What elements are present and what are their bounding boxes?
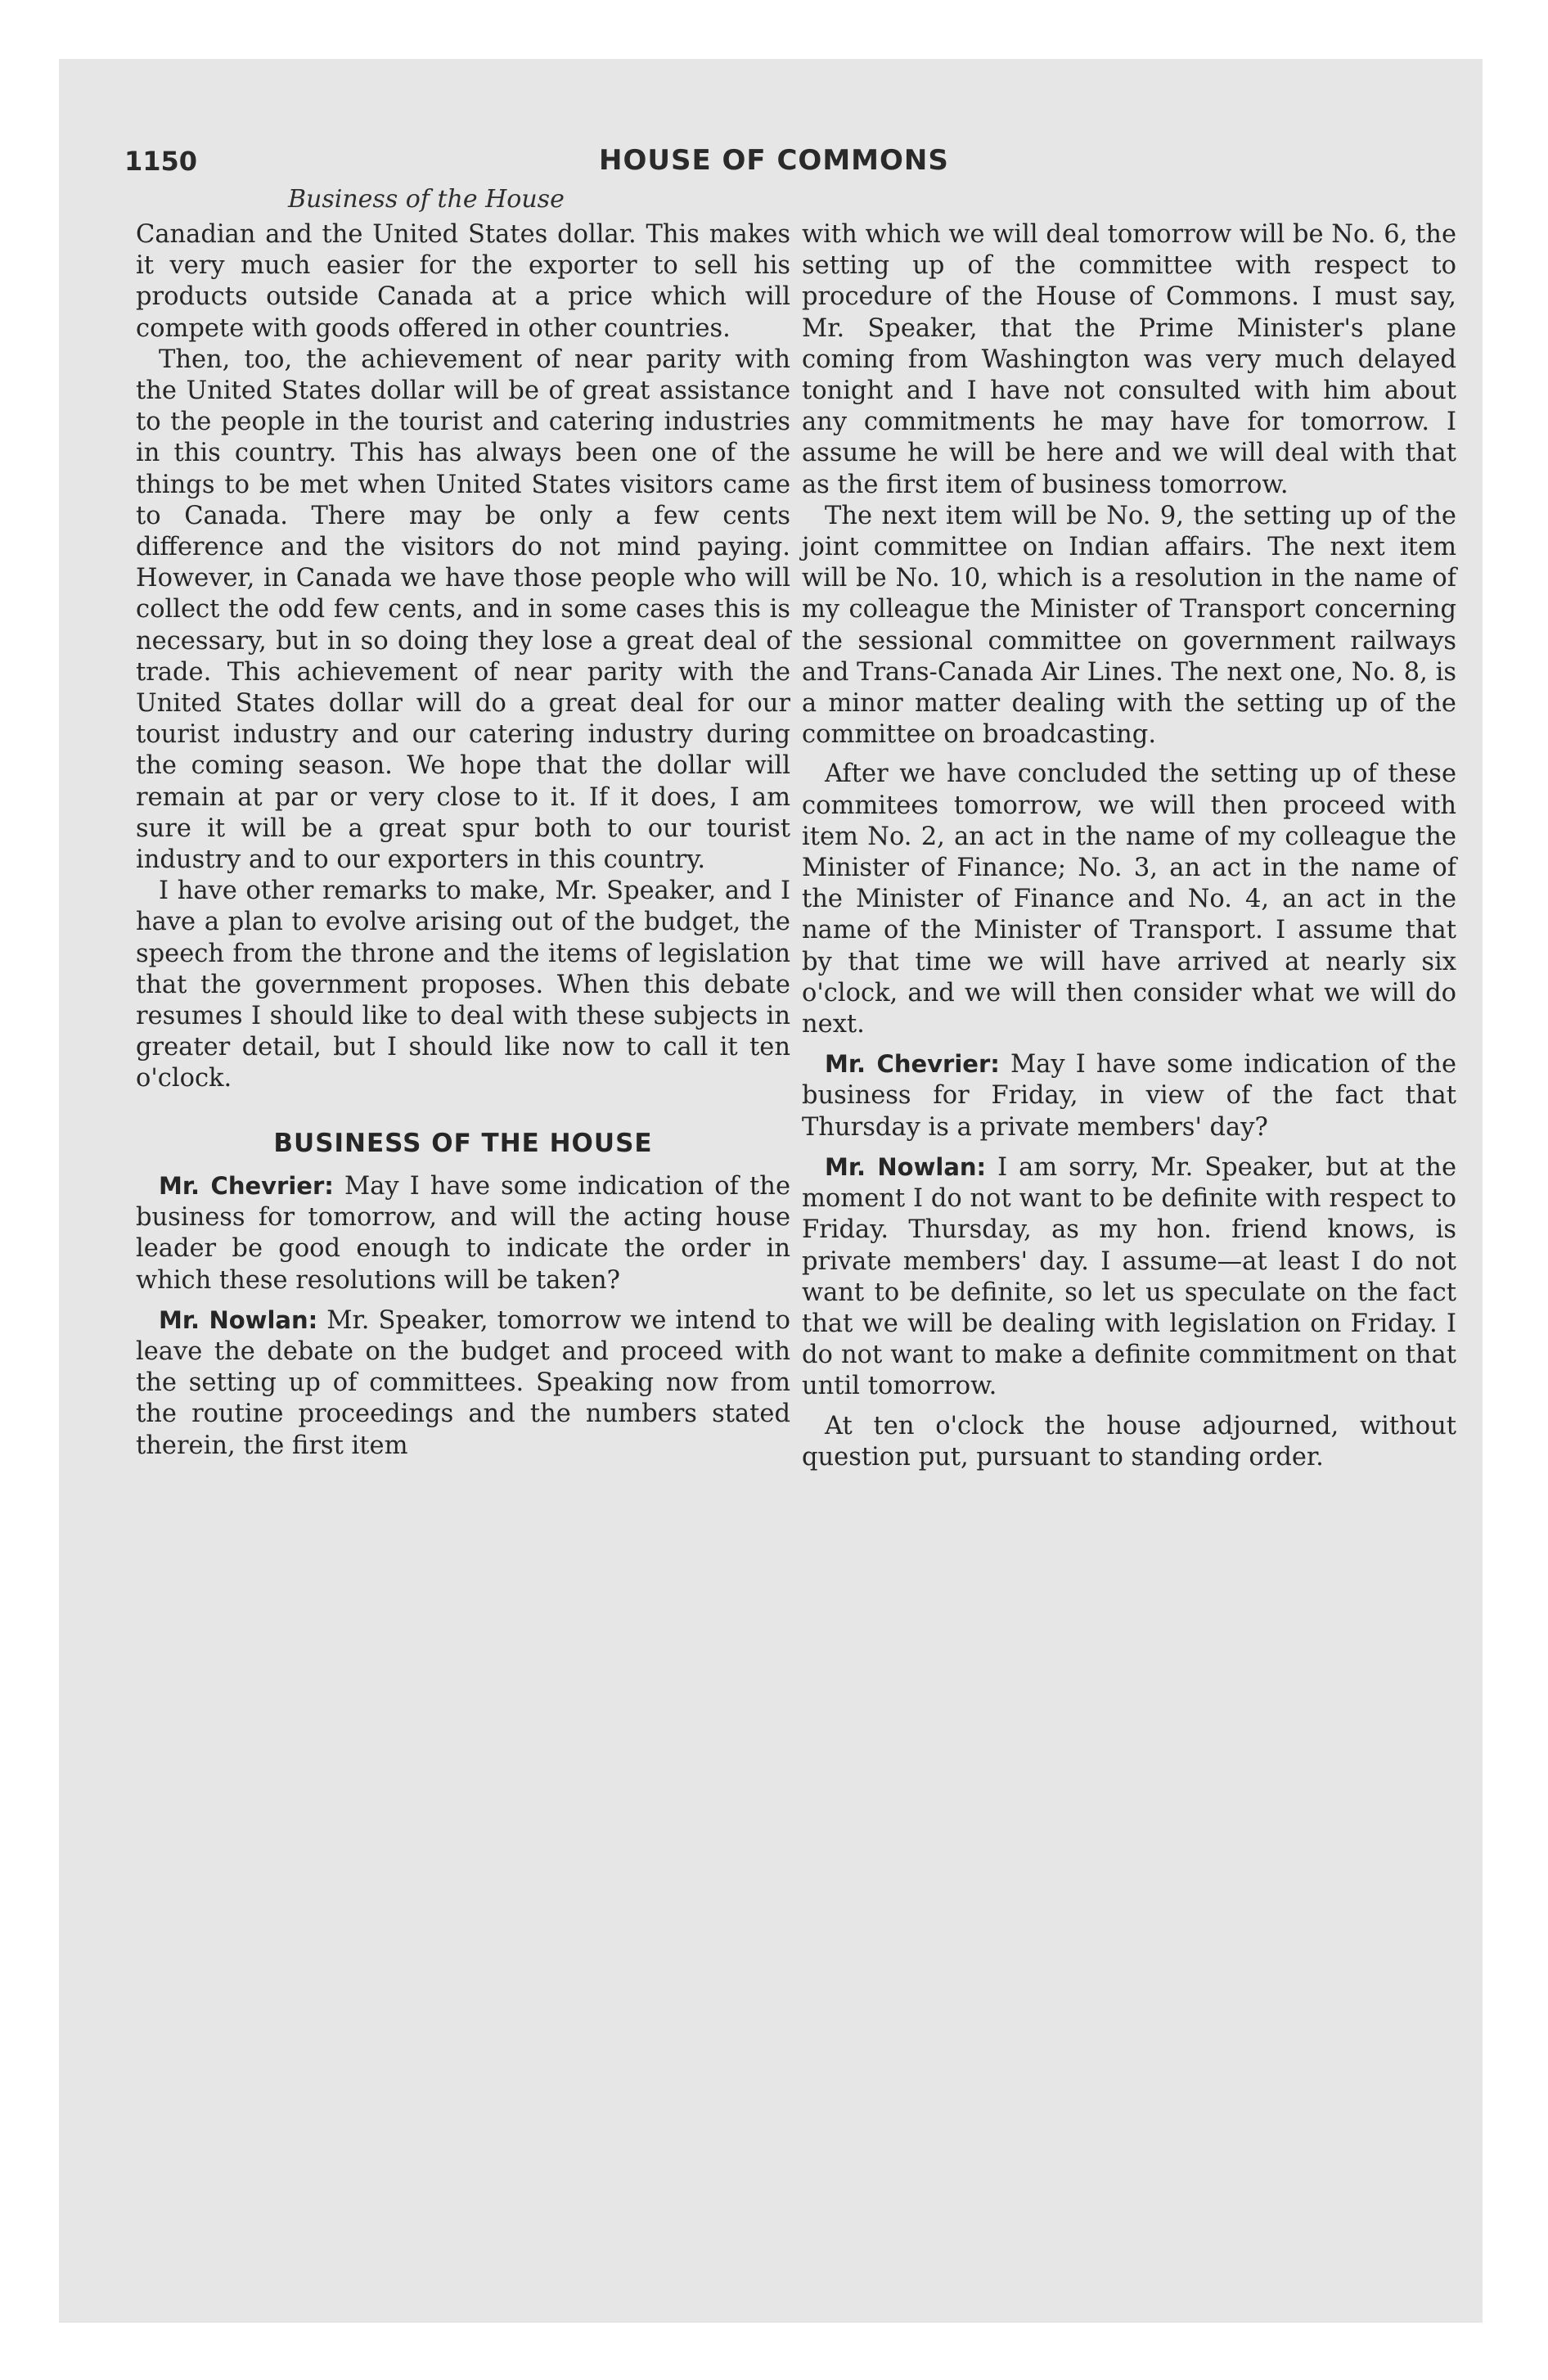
paragraph: Canadian and the United States dollar. This makes it very much easier for the exporter to sell his products outside Canada at a price which will compete with goods offered in other countries. [136,220,790,343]
speech-text: May I have some indication of the business for Friday, in view of the fact that Thursday is a private members' day? [802,1050,1456,1142]
speech-paragraph [802,1048,1456,1143]
speech-paragraph [136,1170,790,1296]
speech-paragraph [136,1305,790,1462]
speaker-name: Mr. Nowlan: [159,1305,318,1334]
speech-text: Mr. Speaker, tomorrow we intend to leave the debate on the budget and proceed with the setting up of committees. Speaking now from the routine proceedings and the numbers stated therein, the first item [136,1305,790,1460]
running-head: HOUSE OF COMMONS [599,144,949,177]
left-column [136,219,790,1462]
paragraph: Then, too, the achievement of near parity with the United States dollar will be of great assistance to the people in the tourist and catering industries in this country. This has always been one of the things to be met when United States visitors came to Canada. There may be only a few cents difference and the visitors do not mind paying. However, in Canada we have those people who will collect the odd few cents, and in some cases this is necessary, but in so doing they lose a great deal of trade. This achievement of near parity with the United States dollar will do a great deal for our tourist industry and our catering industry during the coming season. We hope that the dollar will remain at par or very close to it. If it does, I am sure it will be a great spur both to our tourist industry and to our exporters in this country. [136,345,790,875]
paragraph: After we have concluded the setting up of these commitees tomorrow, we will then proceed with item No. 2, an act in the name of my colleague the Minister of Finance; No. 3, an act in the name of the Minister of Finance and No. 4, an act in the name of the Minister of Transport. I assume that by that time we will have arrived at nearly six o'clock, and we will then consider what we will do next. [802,760,1456,1039]
section-heading: BUSINESS OF THE HOUSE [273,1128,653,1158]
speaker-name: Mr. Chevrier: [159,1171,334,1200]
right-column [802,219,1456,1473]
speaker-name: Mr. Chevrier: [825,1050,1000,1079]
speech-text: May I have some indication of the business for tomorrow, and will the acting house leader be good enough to indicate the order in which these resolutions will be taken? [136,1171,790,1295]
speech-text: I am sorry, Mr. Speaker, but at the moment I do not want to be definite with respect to Friday. Thursday, as my hon. friend knows, is private members' day. I assume—at least I do not want to be definite, so let us speculate on the fact that we will be dealing with legislation on Friday. I do not want to make a definite commitment on that until tomorrow. [802,1152,1456,1401]
paragraph: I have other remarks to make, Mr. Speaker, and I have a plan to evolve arising out of the budget, the speech from the throne and the items of legislation that the government proposes. When this debate resumes I should like to deal with these subjects in greater detail, but I should like now to call it ten o'clock. [136,877,790,1093]
paragraph: with which we will deal tomorrow will be No. 6, the setting up of the committee with respect to procedure of the House of Commons. I must say, Mr. Speaker, that the Prime Minister's plane coming from Washington was very much delayed tonight and I have not consulted with him about any commitments he may have for tomorrow. I assume he will be here and we will deal with that as the first item of business tomorrow. [802,220,1456,499]
adjournment-note: At ten o'clock the house adjourned, without question put, pursuant to standing order. [802,1411,1456,1472]
page-header [124,141,1425,190]
section-subtitle: Business of the House [288,185,565,214]
speaker-name: Mr. Nowlan: [825,1152,987,1181]
page-number: 1150 [124,146,198,177]
paragraph: The next item will be No. 9, the setting up of the joint committee on Indian affairs. The next item will be No. 10, which is a resolution in the name of my colleague the Minister of Transport concerning the sessional committee on government railways and Trans-Canada Air Lines. The next one, No. 8, is a minor matter dealing with the setting up of the committee on broadcasting. [802,501,1456,750]
speech-paragraph [802,1152,1456,1403]
